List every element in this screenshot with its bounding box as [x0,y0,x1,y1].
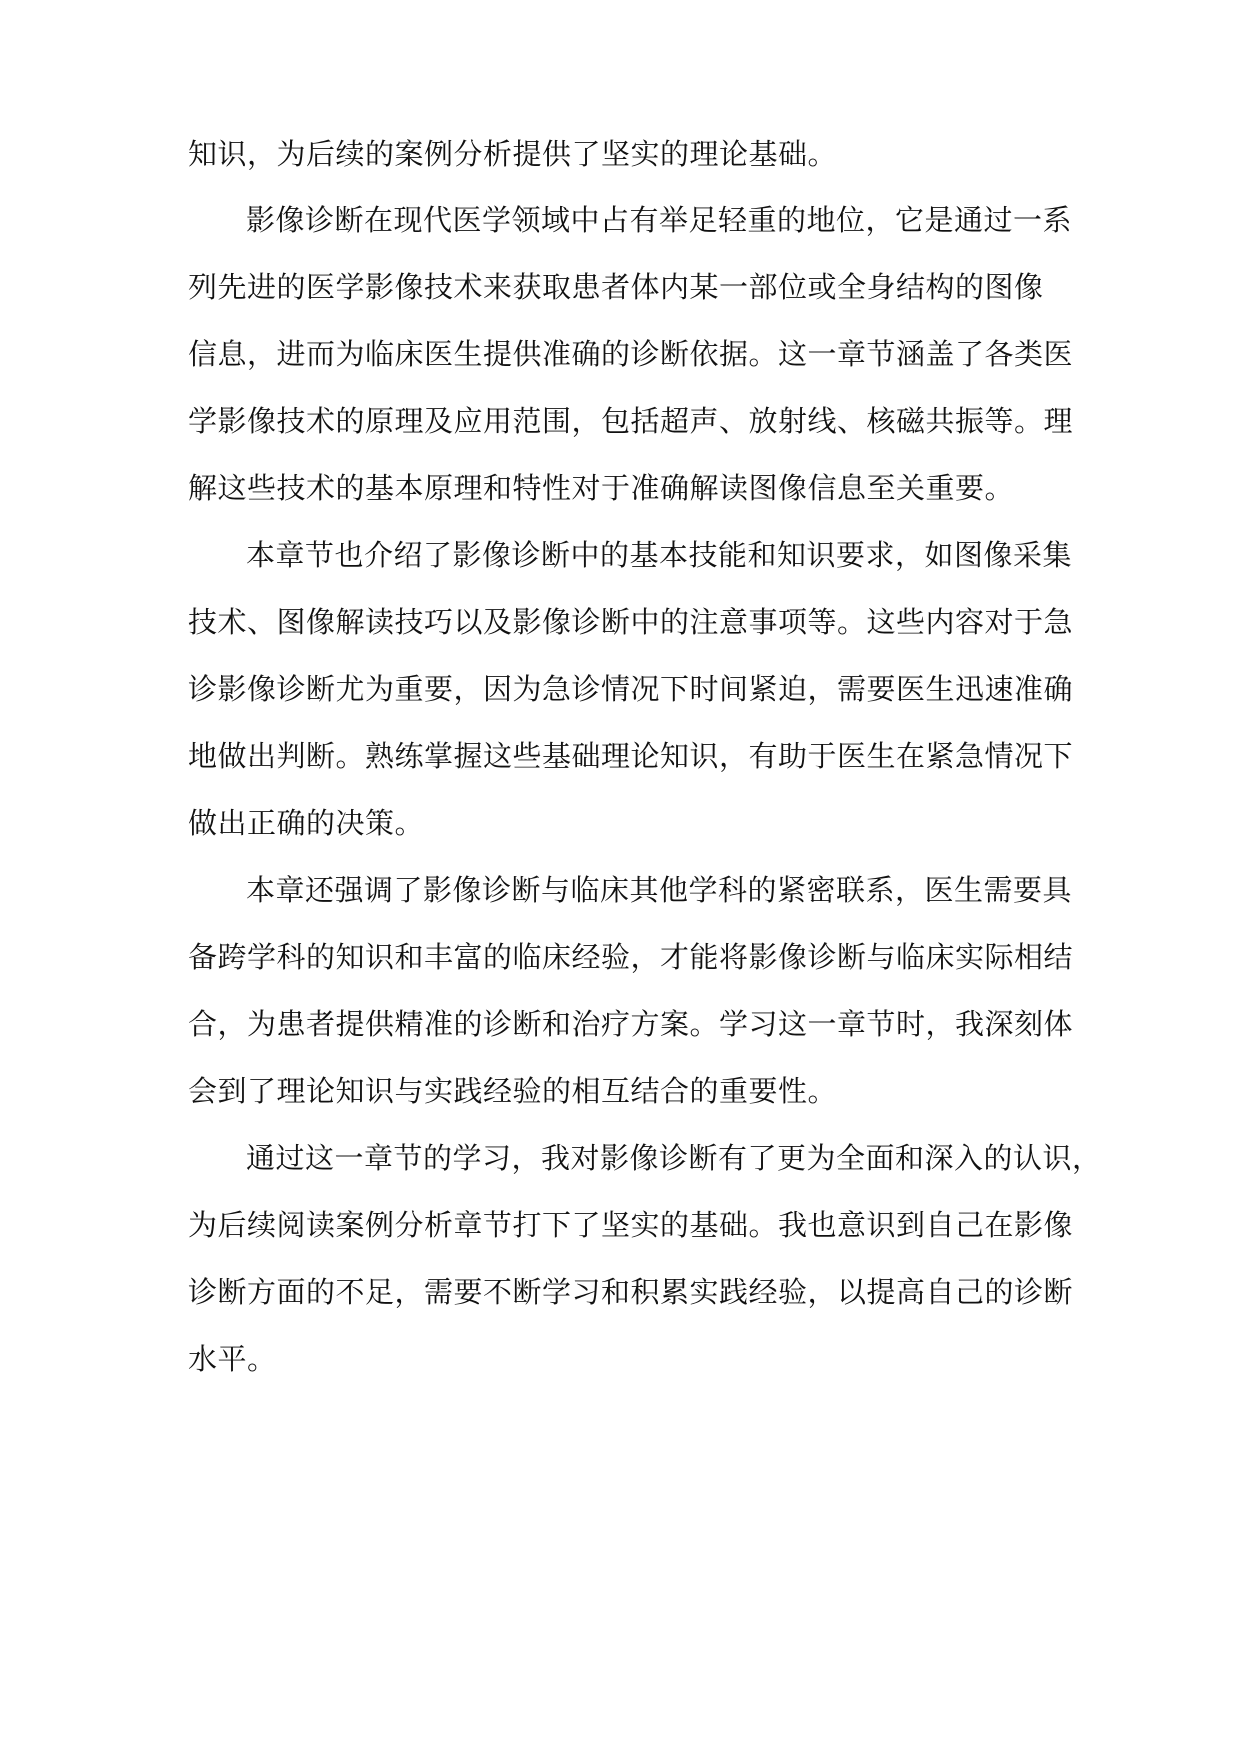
text-line: 合，为患者提供精准的诊断和治疗方案。学习这一章节时，我深刻体 [188,1007,1074,1041]
paragraph-first-line: 本章节也介绍了影像诊断中的基本技能和知识要求，如图像采集 [246,538,1073,572]
text-line: 知识，为后续的案例分析提供了坚实的理论基础。 [188,137,838,171]
text-line: 技术、图像解读技巧以及影像诊断中的注意事项等。这些内容对于急 [188,605,1074,639]
text-line: 列先进的医学影像技术来获取患者体内某一部位或全身结构的图像 [188,270,1044,304]
text-line: 会到了理论知识与实践经验的相互结合的重要性。 [188,1074,838,1108]
text-line: 信息，进而为临床医生提供准确的诊断依据。这一章节涵盖了各类医 [188,337,1074,371]
paragraph-first-line: 影像诊断在现代医学领域中占有举足轻重的地位，它是通过一系 [246,203,1073,237]
text-line: 诊影像诊断尤为重要，因为急诊情况下时间紧迫，需要医生迅速准确 [188,672,1074,706]
paragraph-first-line: 本章还强调了影像诊断与临床其他学科的紧密联系，医生需要具 [246,873,1073,907]
text-line: 学影像技术的原理及应用范围，包括超声、放射线、核磁共振等。理 [188,404,1074,438]
text-line: 做出正确的决策。 [188,806,425,840]
paragraph-first-line: 通过这一章节的学习，我对影像诊断有了更为全面和深入的认识， [246,1141,1102,1175]
text-line: 水平。 [188,1342,277,1376]
text-line: 地做出判断。熟练掌握这些基础理论知识，有助于医生在紧急情况下 [188,739,1074,773]
text-line: 解这些技术的基本原理和特性对于准确解读图像信息至关重要。 [188,471,1015,505]
text-line: 诊断方面的不足，需要不断学习和积累实践经验，以提高自己的诊断 [188,1275,1074,1309]
text-line: 为后续阅读案例分析章节打下了坚实的基础。我也意识到自己在影像 [188,1208,1074,1242]
text-line: 备跨学科的知识和丰富的临床经验，才能将影像诊断与临床实际相结 [188,940,1074,974]
